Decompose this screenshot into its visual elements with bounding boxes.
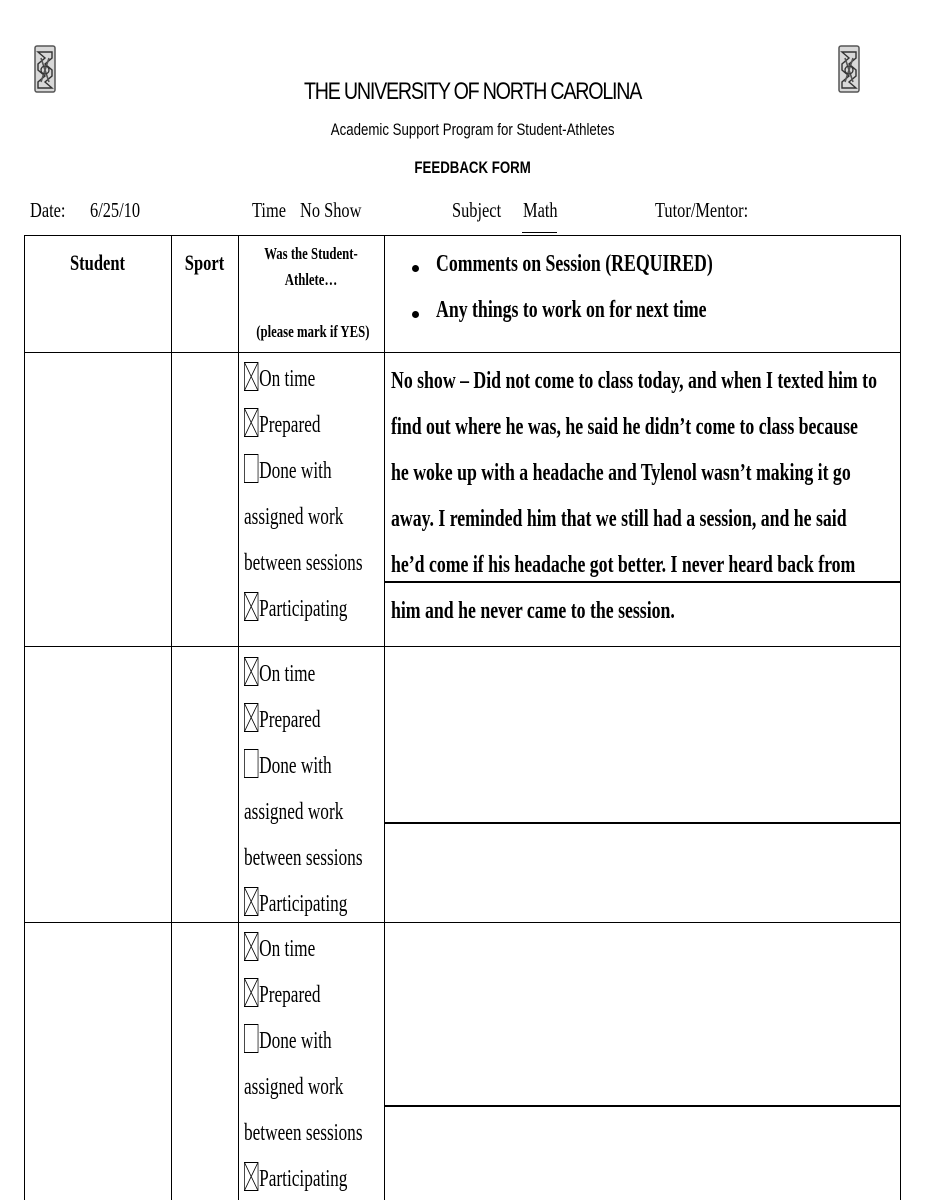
participating-checkbox[interactable] <box>244 887 258 916</box>
on-time-item <box>244 651 345 697</box>
bullet-icon <box>412 265 419 272</box>
done-label-line3: between sessions <box>244 1120 363 1146</box>
time-value[interactable]: No Show <box>300 198 362 222</box>
checklist-row-3 <box>244 926 363 1202</box>
checklist-row-1 <box>244 356 363 632</box>
subject-value[interactable]: Math <box>523 198 558 222</box>
was-athlete-header-line2: Athlete… <box>284 270 338 289</box>
comments-required-header: Comments on Session (REQUIRED) <box>436 251 713 277</box>
on-time-label: On time <box>259 661 316 687</box>
checklist-row-2 <box>244 651 363 927</box>
participating-label: Participating <box>259 596 348 622</box>
done-checkbox[interactable] <box>244 1024 258 1053</box>
on-time-checkbox[interactable] <box>244 362 258 391</box>
participating-item <box>244 881 348 927</box>
prepared-checkbox[interactable] <box>244 408 258 437</box>
on-time-item <box>244 356 345 402</box>
done-item <box>244 448 345 494</box>
prepared-checkbox[interactable] <box>244 978 258 1007</box>
participating-item <box>244 1156 348 1202</box>
done-label-line3: between sessions <box>244 845 363 871</box>
prepared-checkbox[interactable] <box>244 703 258 732</box>
prepared-label: Prepared <box>259 707 321 733</box>
prepared-item <box>244 697 345 743</box>
bullet-icon <box>412 311 419 318</box>
time-label: Time <box>252 198 287 222</box>
subject-label: Subject <box>452 198 502 222</box>
date-value[interactable]: 6/25/10 <box>90 198 141 222</box>
was-athlete-header-line1: Was the Student- <box>264 244 358 263</box>
form-title: FEEDBACK FORM <box>414 158 531 177</box>
participating-item <box>244 586 348 632</box>
participating-checkbox[interactable] <box>244 592 258 621</box>
subject-underline <box>522 232 557 233</box>
participating-label: Participating <box>259 891 348 917</box>
sport-column-header: Sport <box>184 250 225 275</box>
done-checkbox[interactable] <box>244 454 258 483</box>
participating-checkbox[interactable] <box>244 1162 258 1191</box>
done-label-line2: assigned work <box>244 1074 344 1100</box>
done-checkbox[interactable] <box>244 749 258 778</box>
on-time-label: On time <box>259 366 316 392</box>
unc-logo-left <box>32 44 58 96</box>
done-item <box>244 743 345 789</box>
done-label: Done with <box>259 1028 332 1054</box>
program-subtitle: Academic Support Program for Student-Athletes <box>330 120 615 139</box>
done-item <box>244 1018 345 1064</box>
session-comment[interactable]: No show – Did not come to class today, and when I texted him to find out where he was, he said he didn’t come to class because he woke up with a headache and Tylenol wasn’t making it go away. I reminded him that we still had a session, and he said he’d come if his headache got better. I never heard back from him and he never came to the session. <box>391 368 877 624</box>
participating-label: Participating <box>259 1166 348 1192</box>
done-label-line2: assigned work <box>244 504 344 530</box>
work-next-time-header: Any things to work on for next time <box>436 297 707 323</box>
on-time-label: On time <box>259 936 316 962</box>
prepared-label: Prepared <box>259 412 321 438</box>
on-time-item <box>244 926 345 972</box>
done-label-line3: between sessions <box>244 550 363 576</box>
on-time-checkbox[interactable] <box>244 657 258 686</box>
student-column-header: Student <box>69 250 126 275</box>
on-time-checkbox[interactable] <box>244 932 258 961</box>
university-title: THE UNIVERSITY OF NORTH CAROLINA <box>304 78 642 105</box>
was-athlete-header-line3: (please mark if YES) <box>256 322 370 341</box>
date-label: Date: <box>30 198 66 222</box>
done-label-line2: assigned work <box>244 799 344 825</box>
prepared-label: Prepared <box>259 982 321 1008</box>
done-label: Done with <box>259 753 332 779</box>
tutor-label: Tutor/Mentor: <box>655 198 749 222</box>
prepared-item <box>244 972 345 1018</box>
prepared-item <box>244 402 345 448</box>
done-label: Done with <box>259 458 332 484</box>
